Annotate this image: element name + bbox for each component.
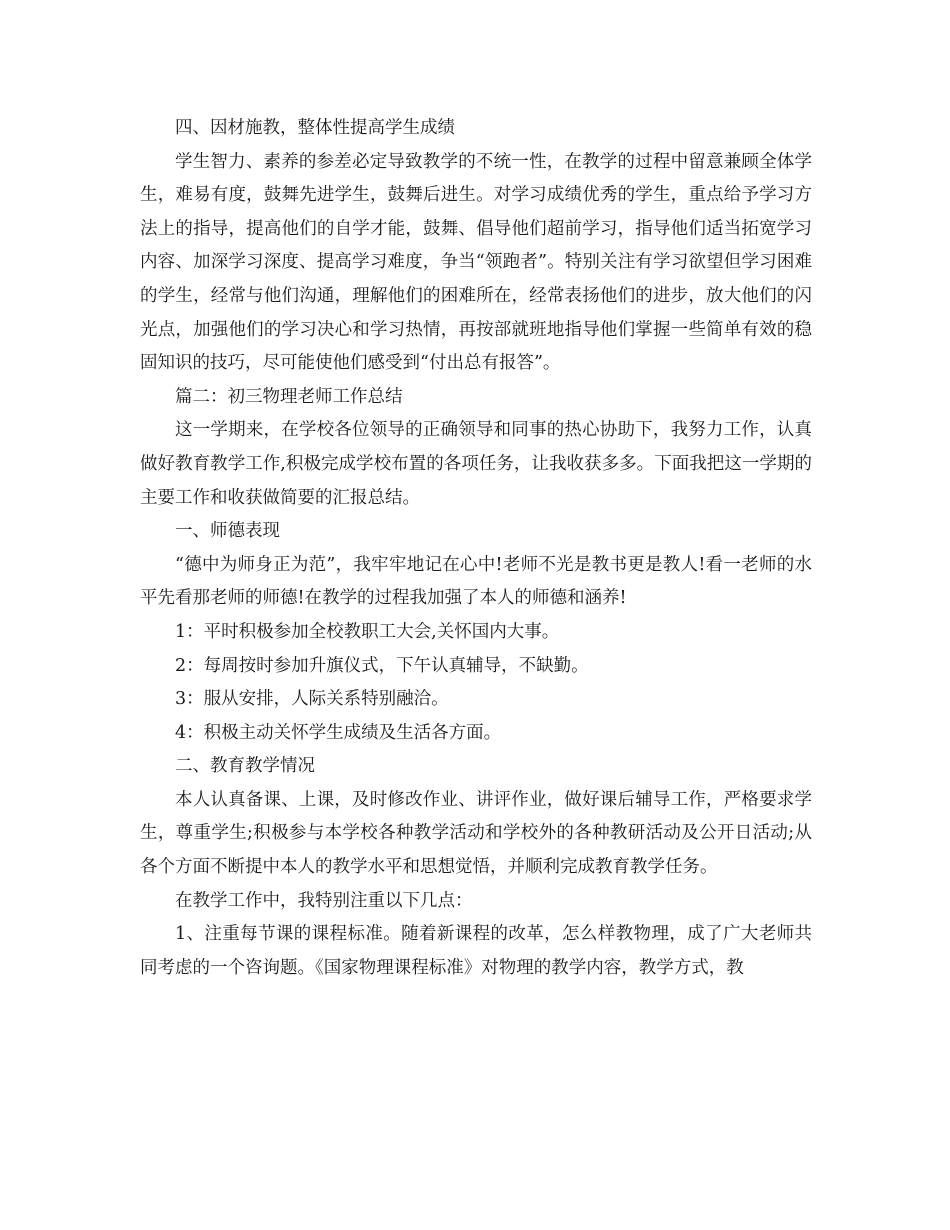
paragraph-focus-points: 在教学工作中，我特别注重以下几点： <box>175 890 473 911</box>
section-heading-4: 四、因材施教，整体性提高学生成绩 <box>175 118 455 138</box>
paragraph-intro: 这一学期来，在学校各位领导的正确领导和同事的热心协助下，我努力工作，认真做好教育教学工作,积极完成学校布置的各项任务，让我收获多多。下面我把这一学期的主要工作和收获做简要的汇报总结。 <box>140 420 812 508</box>
article-title-2: 篇二：初三物理老师工作总结 <box>175 386 403 407</box>
paragraph-teacher-ethics: “德中为师身正为范”，我牢牢地记在心中!老师不光是教书更是教人!看一老师的水平先看那老师的师德!在教学的过程我加强了本人的师德和涵养! <box>140 554 812 609</box>
list-item-3: 3：服从安排，人际关系特别融洽。 <box>175 689 449 710</box>
list-item-2: 2：每周按时参加升旗仪式，下午认真辅导，不缺勤。 <box>175 655 589 676</box>
list-item-1: 1：平时积极参加全校教职工大会,关怀国内大事。 <box>175 621 560 642</box>
paragraph-teaching-work: 本人认真备课、上课，及时修改作业、讲评作业，做好课后辅导工作，严格要求学生，尊重学生;积极参与本学校各种教学活动和学校外的各种教研活动及公开日活动;从各个方面不断提中本人的教学水平和思想觉悟，并顺利完成教育教学任务。 <box>140 789 812 878</box>
section-heading-2: 二、教育教学情况 <box>175 756 315 777</box>
paragraph-student-differences: 学生智力、素养的参差必定导致教学的不统一性，在教学的过程中留意兼顾全体学生，难易有度，鼓舞先进学生，鼓舞后进生。对学习成绩优秀的学生，重点给予学习方法上的指导，提高他们的自学才能，鼓舞、倡导他们超前学习，指导他们适当拓宽学习内容、加深学习深度、提高学习难度，争当“领跑者”。特别关注有学习欲望但学习困难的学生，经常与他们沟通，理解他们的困难所在，经常表扬他们的进步，放大他们的闪光点，加强他们的学习决心和学习热情，再按部就班地指导他们掌握一些简单有效的稳固知识的技巧，尽可能使他们感受到“付出总有报答”。 <box>140 151 812 374</box>
section-heading-1: 一、师德表现 <box>175 521 280 542</box>
document-body <box>140 112 812 985</box>
list-item-4: 4：积极主动关怀学生成绩及生活各方面。 <box>175 722 502 743</box>
paragraph-curriculum-standard: 1、注重每节课的课程标准。随着新课程的改革，怎么样教物理，成了广大老师共同考虑的一个咨询题。《国家物理课程标准》对物理的教学内容，教学方式，教 <box>140 924 812 978</box>
